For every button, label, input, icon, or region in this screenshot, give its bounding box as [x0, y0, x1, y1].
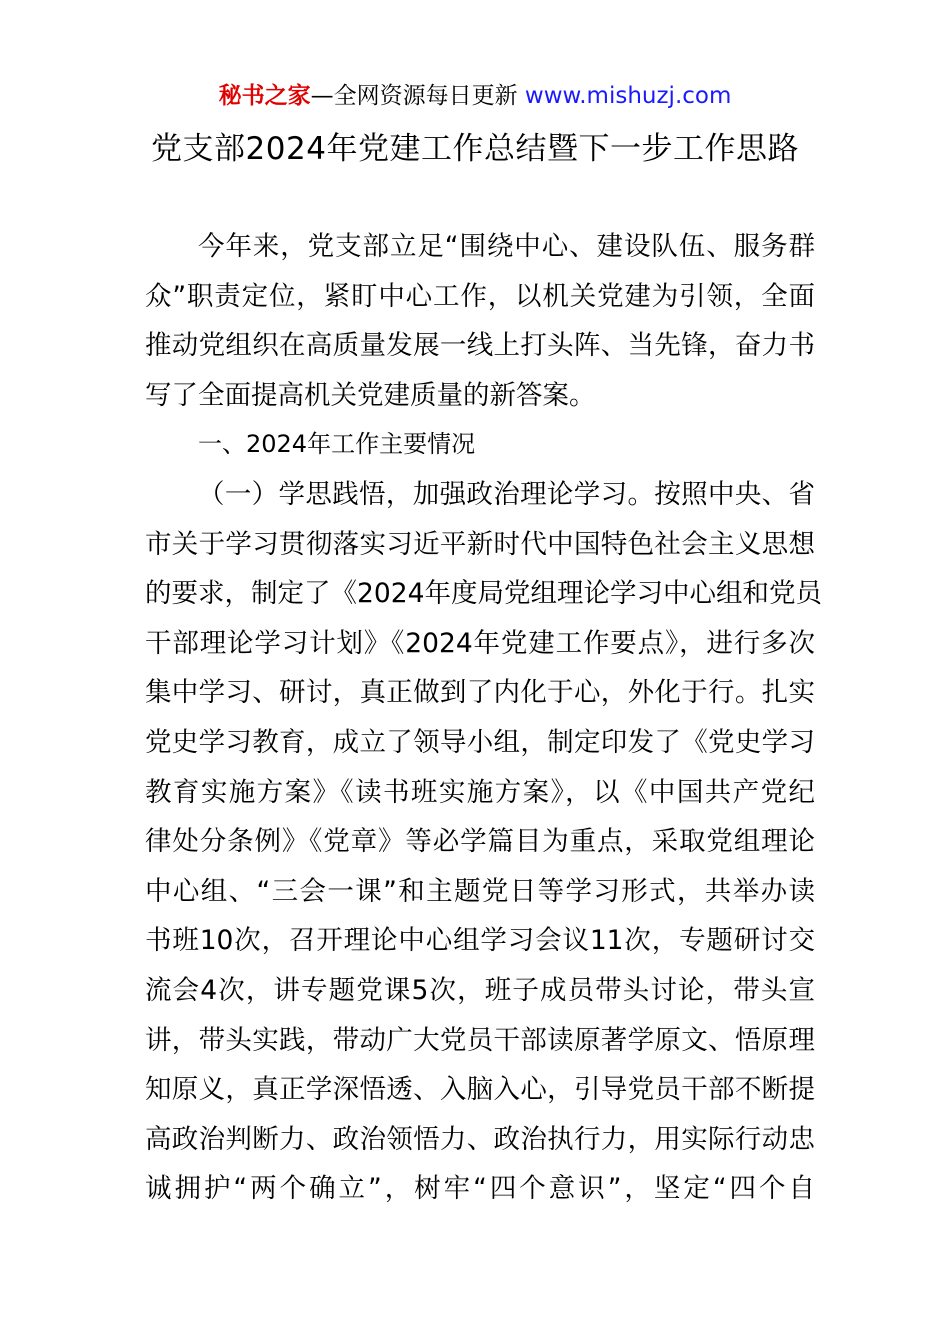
paragraph-line: 流会4次，讲专题党课5次，班子成员带头讨论，带头宣	[145, 974, 815, 1006]
paragraph-line: 集中学习、研讨，真正做到了内化于心，外化于行。扎实	[145, 677, 815, 709]
paragraph-line: 党史学习教育，成立了领导小组，制定印发了《党史学习	[145, 726, 815, 758]
paragraph-line: 书班10次，召开理论中心组学习会议11次，专题研讨交	[145, 925, 815, 957]
brand-name: 秘书之家	[218, 83, 311, 109]
paragraph-line: 诚拥护“两个确立”，树牢“四个意识”，坚定“四个自	[145, 1173, 815, 1205]
paragraph-line: （一）学思践悟，加强政治理论学习。按照中央、省	[198, 478, 815, 510]
paragraph-line: 高政治判断力、政治领悟力、政治执行力，用实际行动忠	[145, 1123, 815, 1155]
paragraph-line: 干部理论学习计划》《2024年党建工作要点》，进行多次	[145, 627, 815, 659]
paragraph-line: 知原义，真正学深悟透、入脑入心，引导党员干部不断提	[145, 1074, 815, 1106]
paragraph-line: 中心组、“三会一课”和主题党日等学习形式，共举办读	[145, 875, 815, 907]
paragraph-line: 律处分条例》《党章》等必学篇目为重点，采取党组理论	[145, 826, 815, 858]
site-header	[0, 78, 950, 114]
paragraph-line: 市关于学习贯彻落实习近平新时代中国特色社会主义思想	[145, 528, 815, 560]
document-title: 党支部2024年党建工作总结暨下一步工作思路	[151, 131, 799, 167]
document-body	[145, 222, 822, 1214]
paragraph-line: 教育实施方案》《读书班实施方案》，以《中国共产党纪	[145, 776, 815, 808]
header-tagline: —全网资源每日更新	[310, 83, 518, 109]
section-heading: 一、2024年工作主要情况	[198, 430, 476, 459]
paragraph-line: 今年来，党支部立足“围绕中心、建设队伍、服务群	[198, 231, 815, 262]
site-url[interactable]: www.mishuzj.com	[524, 83, 732, 109]
paragraph-line: 的要求，制定了《2024年度局党组理论学习中心组和党员	[145, 578, 822, 610]
paragraph-line: 众”职责定位，紧盯中心工作，以机关党建为引领，全面	[145, 280, 815, 312]
paragraph-line: 推动党组织在高质量发展一线上打头阵、当先锋，奋力书	[145, 330, 815, 362]
paragraph-line: 讲，带头实践，带动广大党员干部读原著学原文、悟原理	[145, 1024, 815, 1056]
paragraph-line: 写了全面提高机关党建质量的新答案。	[145, 379, 596, 411]
